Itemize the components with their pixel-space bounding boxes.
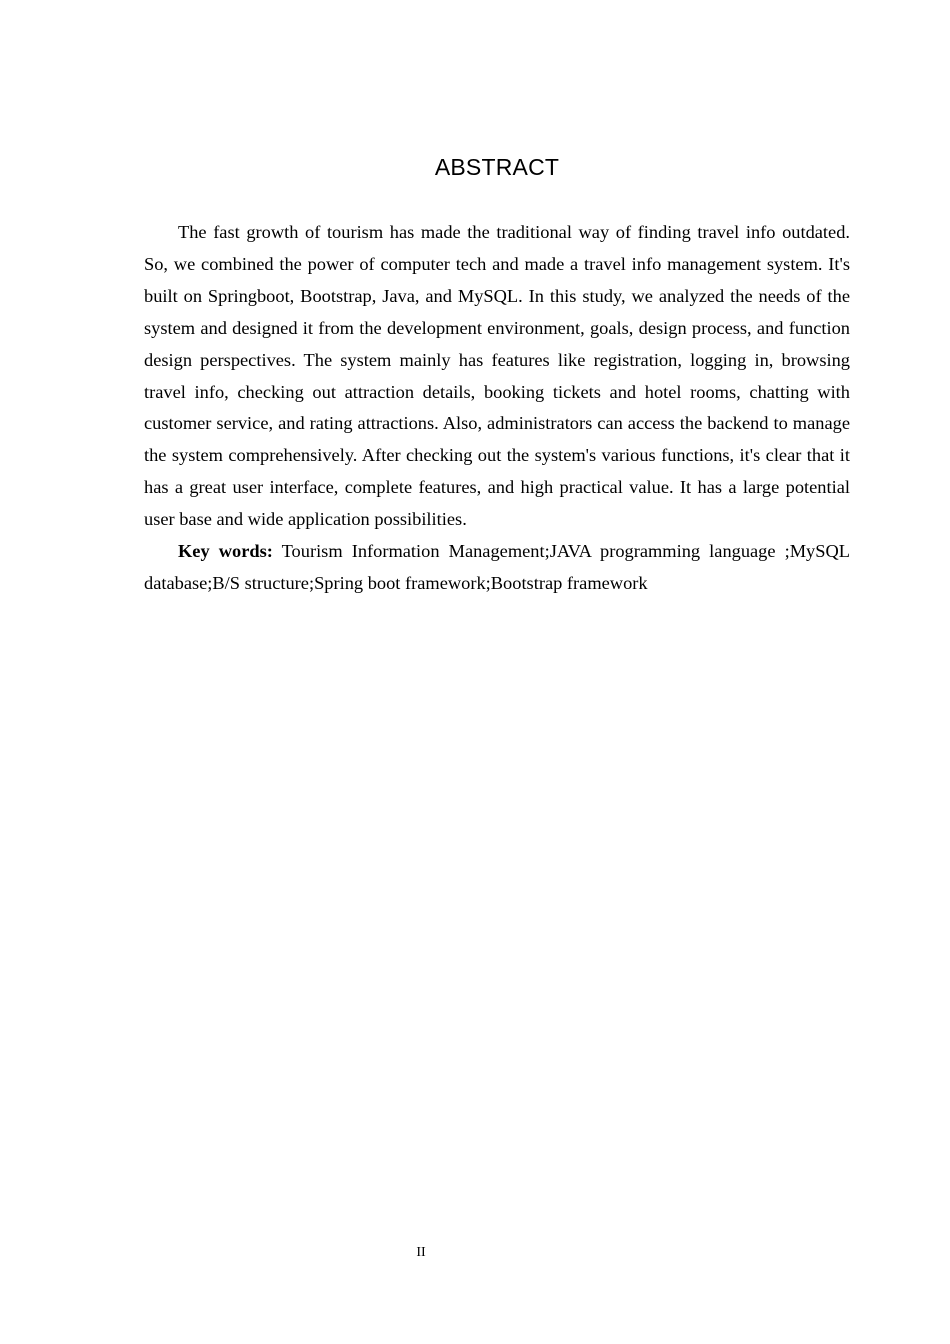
- keywords-label: Key words:: [178, 541, 273, 562]
- abstract-paragraph: The fast growth of tourism has made the traditional way of finding travel info outdated. So, we combined the power of computer tech and made a travel info management system. It's built on Springboot, Bootstrap, Java, and MySQL. In this study, we analyzed the needs of the system and designed it from the development environment, goals, design process, and function design perspectives. The system mainly has features like registration, logging in, browsing travel info, checking out attraction details, booking tickets and hotel rooms, chatting with customer service, and rating attractions. Also, administrators can access the backend to manage the system comprehensively. After checking out the system's various functions, it's clear that it has a great user interface, complete features, and high practical value. It has a large potential user base and wide application possibilities.: [144, 222, 850, 530]
- keywords-text: Tourism Information Management;JAVA programming language ;MySQL database;B/S structure;Spring boot framework;Bootstrap framework: [144, 541, 851, 593]
- abstract-title: ABSTRACT: [434, 154, 560, 180]
- keywords-paragraph: [144, 536, 850, 600]
- abstract-body: [144, 217, 850, 600]
- page-number: II: [416, 1245, 426, 1260]
